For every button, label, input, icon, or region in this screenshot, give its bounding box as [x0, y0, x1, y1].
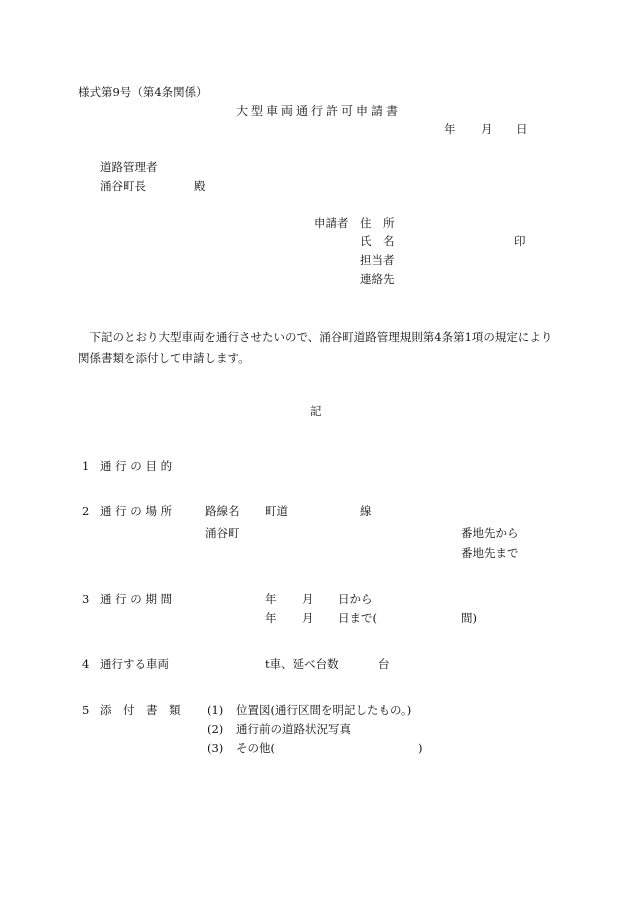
item4-label: 通行する車両: [100, 657, 169, 671]
item2-number: 2: [82, 504, 90, 518]
item4-number: 4: [82, 657, 90, 671]
item4-unit: 台: [378, 657, 390, 671]
applicant-label: 申請者: [314, 216, 349, 230]
item2-route-type: 町道: [265, 504, 288, 518]
item3-period-close: 間): [461, 611, 477, 625]
item1-number: 1: [82, 459, 90, 473]
attachment-3-text: その他(: [236, 741, 275, 755]
date-month: 月: [481, 122, 493, 136]
applicant-person-label: 担当者: [360, 253, 395, 267]
addressee-honorific: 殿: [194, 179, 206, 193]
item5-label: 添 付 書 類: [100, 703, 181, 717]
attachment-2-number: (2): [207, 722, 224, 736]
ki-heading: 記: [310, 404, 322, 418]
document-title: 大型車両通行許可申請書: [236, 104, 402, 118]
item3-month: 月: [302, 592, 314, 606]
item2-to: 番地先まで: [461, 546, 519, 560]
attachment-2-text: 通行前の道路状況写真: [236, 722, 351, 736]
item5-number: 5: [82, 703, 90, 717]
attachment-3-number: (3): [207, 741, 224, 755]
applicant-name-label: 氏 名: [360, 234, 395, 248]
form-reference: 様式第9号（第4条関係）: [78, 85, 208, 99]
item3-day-from: 日から: [338, 592, 373, 606]
item4-vehicle-text: t車、延べ台数: [265, 657, 339, 671]
item2-label: 通 行 の 場 所: [100, 504, 173, 518]
item3-year2: 年: [265, 611, 277, 625]
item2-route-label: 路線名: [205, 504, 240, 518]
applicant-contact-label: 連絡先: [360, 272, 395, 286]
addressee-line2: 涌谷町長: [100, 179, 146, 193]
attachment-1-number: (1): [207, 703, 224, 717]
item3-month2: 月: [302, 611, 314, 625]
item2-town: 涌谷町: [205, 526, 240, 540]
applicant-address-label: 住 所: [360, 216, 395, 230]
body-paragraph: 下記のとおり大型車両を通行させたいので、涌谷町道路管理規則第4条第1項の規定により関係書類を添付して申請します。: [78, 330, 553, 365]
item3-label: 通 行 の 期 間: [100, 592, 173, 606]
attachment-3-close: ): [418, 741, 423, 755]
item2-line: 線: [360, 504, 372, 518]
seal-mark: 印: [514, 234, 526, 248]
date-year: 年: [444, 122, 456, 136]
item3-day-to: 日まで(: [338, 611, 377, 625]
attachment-1-text: 位置図(通行区間を明記したもの。): [236, 703, 412, 717]
addressee-line1: 道路管理者: [100, 160, 158, 174]
item3-year: 年: [265, 592, 277, 606]
item3-number: 3: [82, 592, 90, 606]
item1-label: 通 行 の 目 的: [100, 459, 173, 473]
date-day: 日: [516, 122, 528, 136]
item2-from: 番地先から: [461, 526, 519, 540]
